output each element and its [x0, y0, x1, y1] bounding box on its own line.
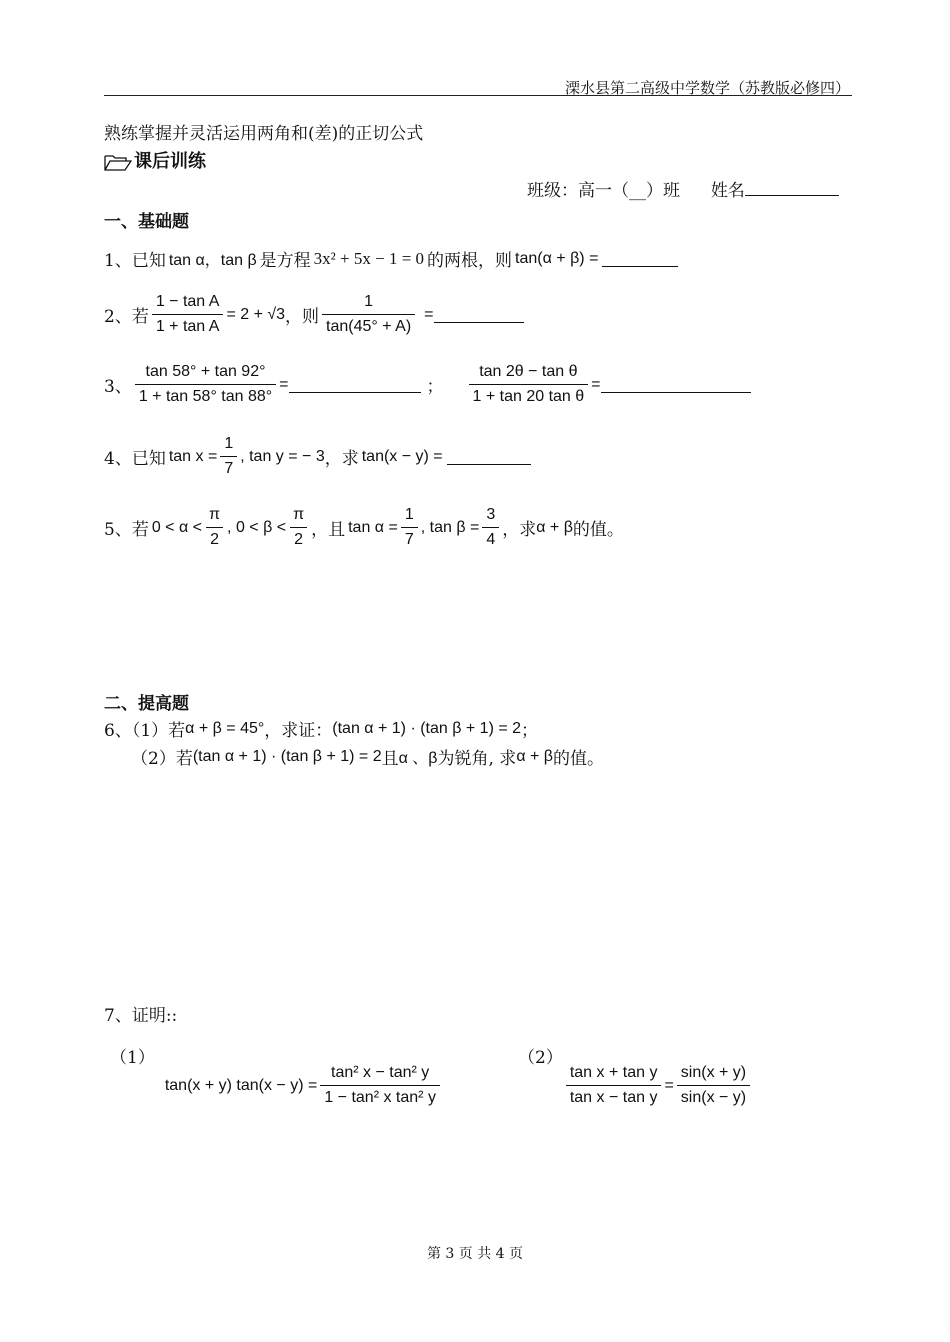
q7-1-lhs: tan(x + y) tan(x − y) = [164, 1076, 318, 1094]
q7-2-left-den: tan x − tan y [566, 1085, 662, 1108]
q3-a-num: tan 58° + tan 92° [145, 363, 266, 380]
q5-d2: 4 [482, 527, 499, 550]
part2-title: 二、提高题 [104, 694, 189, 714]
q7-1-num: tan² x − tan² y [331, 1064, 430, 1081]
question-3 [104, 362, 751, 407]
q1-tan-terms: tan α，tan β [168, 252, 257, 269]
q2-answer-blank[interactable] [434, 306, 524, 323]
question-2 [104, 292, 524, 337]
q7-2-right-num: sin(x + y) [680, 1064, 747, 1081]
q3-fraction-a [135, 362, 276, 407]
q6-1-expr: (tan α + 1) · (tan β + 1) = 2 [332, 719, 522, 737]
q3-answer-blank-a[interactable] [289, 376, 421, 393]
q2-fraction-1 [152, 292, 224, 337]
question-7-part2 [518, 1043, 753, 1108]
header-rule [104, 95, 852, 96]
q4-expr: tan(x − y) = [361, 447, 443, 465]
q3-b-num: tan 2θ − tan θ [479, 363, 578, 380]
class-label: 班级：高一（__）班 [527, 181, 680, 201]
q2-then: ，则 [285, 307, 320, 327]
q5-range-beta: , 0 < β < [227, 518, 287, 536]
q7-2-fraction-left [566, 1063, 662, 1108]
q3-equals-a: = [279, 375, 289, 393]
q5-pi-half-2 [289, 505, 308, 550]
q2-frac1-num: 1 − tan A [155, 293, 220, 310]
q6-2-and: 且 [381, 749, 399, 769]
q5-sum: α + β [536, 518, 573, 536]
name-label: 姓名 [710, 181, 745, 201]
folder-icon [104, 153, 132, 171]
q4-tan-y: , tan y = − 3 [240, 447, 325, 465]
q5-n2: 3 [486, 506, 496, 523]
q3-fraction-b [469, 362, 589, 407]
class-info [527, 176, 839, 201]
q5-tan-alpha: tan α = [348, 518, 398, 536]
q7-1-fraction [320, 1063, 440, 1108]
q5-frac-2 [482, 505, 499, 550]
section-title-row [104, 147, 206, 173]
q5-frac-1 [401, 505, 418, 550]
q7-2-equals: = [664, 1076, 674, 1094]
q5-end: 的值。 [572, 520, 624, 540]
question-4 [104, 434, 531, 479]
q7-title: 7、证明:: [104, 1006, 178, 1026]
q6-1-prefix: 6、（1）若 [104, 721, 186, 741]
section-title: 课后训练 [134, 151, 206, 172]
question-6-part1 [104, 716, 538, 741]
q5-cond: ，且 [311, 520, 346, 540]
q5-tan-beta: , tan β = [420, 518, 480, 536]
q4-tan-x: tan x = [168, 447, 218, 465]
page-header: 溧水县第二高级中学数学（苏教版必修四） [564, 79, 850, 97]
q2-fraction-2 [322, 292, 415, 337]
q6-2-prefix: （2）若 [131, 749, 193, 769]
q3-number: 3、 [104, 377, 132, 397]
q3-b-den: 1 + tan 20 tan θ [469, 384, 589, 407]
q6-2-expr: (tan α + 1) · (tan β + 1) = 2 [192, 747, 382, 765]
q2-rhs: = 2 + √3 [226, 305, 286, 323]
q5-number: 5、若 [104, 520, 149, 540]
question-6-part2 [131, 744, 604, 769]
objective: 熟练掌握并灵活运用两角和(差)的正切公式 [104, 124, 424, 144]
page-footer: 第 3 页 共 4 页 [426, 1246, 524, 1262]
q5-range-alpha: 0 < α < [151, 518, 202, 536]
part1-title: 一、基础题 [104, 212, 189, 232]
q1-ask: tan(α + β) = [515, 249, 599, 267]
q7-2-left-num: tan x + tan y [569, 1064, 658, 1081]
q6-1-prove: ，求证： [264, 721, 333, 741]
q6-2-acute: 为锐角, 求 [437, 749, 517, 769]
q6-1-condition: α + β = 45° [185, 719, 265, 737]
q5-ask: ，求 [502, 520, 537, 540]
q6-2-sum: α + β [516, 747, 553, 765]
q7-2-label: （2） [518, 1048, 563, 1068]
q2-frac2-num: 1 [364, 293, 374, 310]
q2-equals: = [424, 305, 434, 323]
q4-ask: ，求 [324, 449, 359, 469]
q5-n1: 1 [404, 506, 414, 523]
q5-pi-2: π [293, 506, 305, 523]
q3-separator: ； [426, 377, 444, 397]
q3-answer-blank-b[interactable] [601, 376, 751, 393]
q7-2-fraction-right [677, 1063, 750, 1108]
q4-den: 7 [220, 456, 237, 479]
q2-frac2-den: tan(45° + A) [322, 314, 415, 337]
q5-two-2: 2 [290, 527, 307, 550]
q4-fraction [220, 434, 237, 479]
question-1 [104, 246, 678, 271]
q5-d1: 7 [401, 527, 418, 550]
q1-number: 1、已知 [104, 251, 166, 271]
q5-pi-1: π [209, 506, 221, 523]
q7-1-label: （1） [110, 1048, 155, 1068]
question-5 [104, 505, 624, 550]
q1-text-mid: 是方程 [259, 251, 311, 271]
q1-answer-blank[interactable] [602, 250, 678, 267]
q7-1-den: 1 − tan² x tan² y [320, 1085, 440, 1108]
q4-answer-blank[interactable] [447, 448, 531, 465]
q1-equation: 3x² + 5x − 1 = 0 [313, 248, 425, 268]
q3-a-den: 1 + tan 58° tan 88° [135, 384, 276, 407]
q5-pi-half-1 [205, 505, 224, 550]
q4-num: 1 [224, 435, 234, 452]
q5-two-1: 2 [206, 527, 223, 550]
q6-2-angles: α 、β [398, 750, 438, 767]
q6-1-end: ； [521, 721, 539, 741]
q4-number: 4、已知 [104, 449, 166, 469]
q2-number: 2、若 [104, 307, 149, 327]
q6-2-end: 的值。 [553, 749, 604, 769]
q2-frac1-den: 1 + tan A [152, 314, 224, 337]
name-blank[interactable] [745, 179, 839, 196]
q7-2-right-den: sin(x − y) [677, 1085, 750, 1108]
q3-equals-b: = [591, 375, 601, 393]
question-7-part1 [110, 1043, 443, 1108]
q1-text-end: 的两根，则 [427, 251, 513, 271]
